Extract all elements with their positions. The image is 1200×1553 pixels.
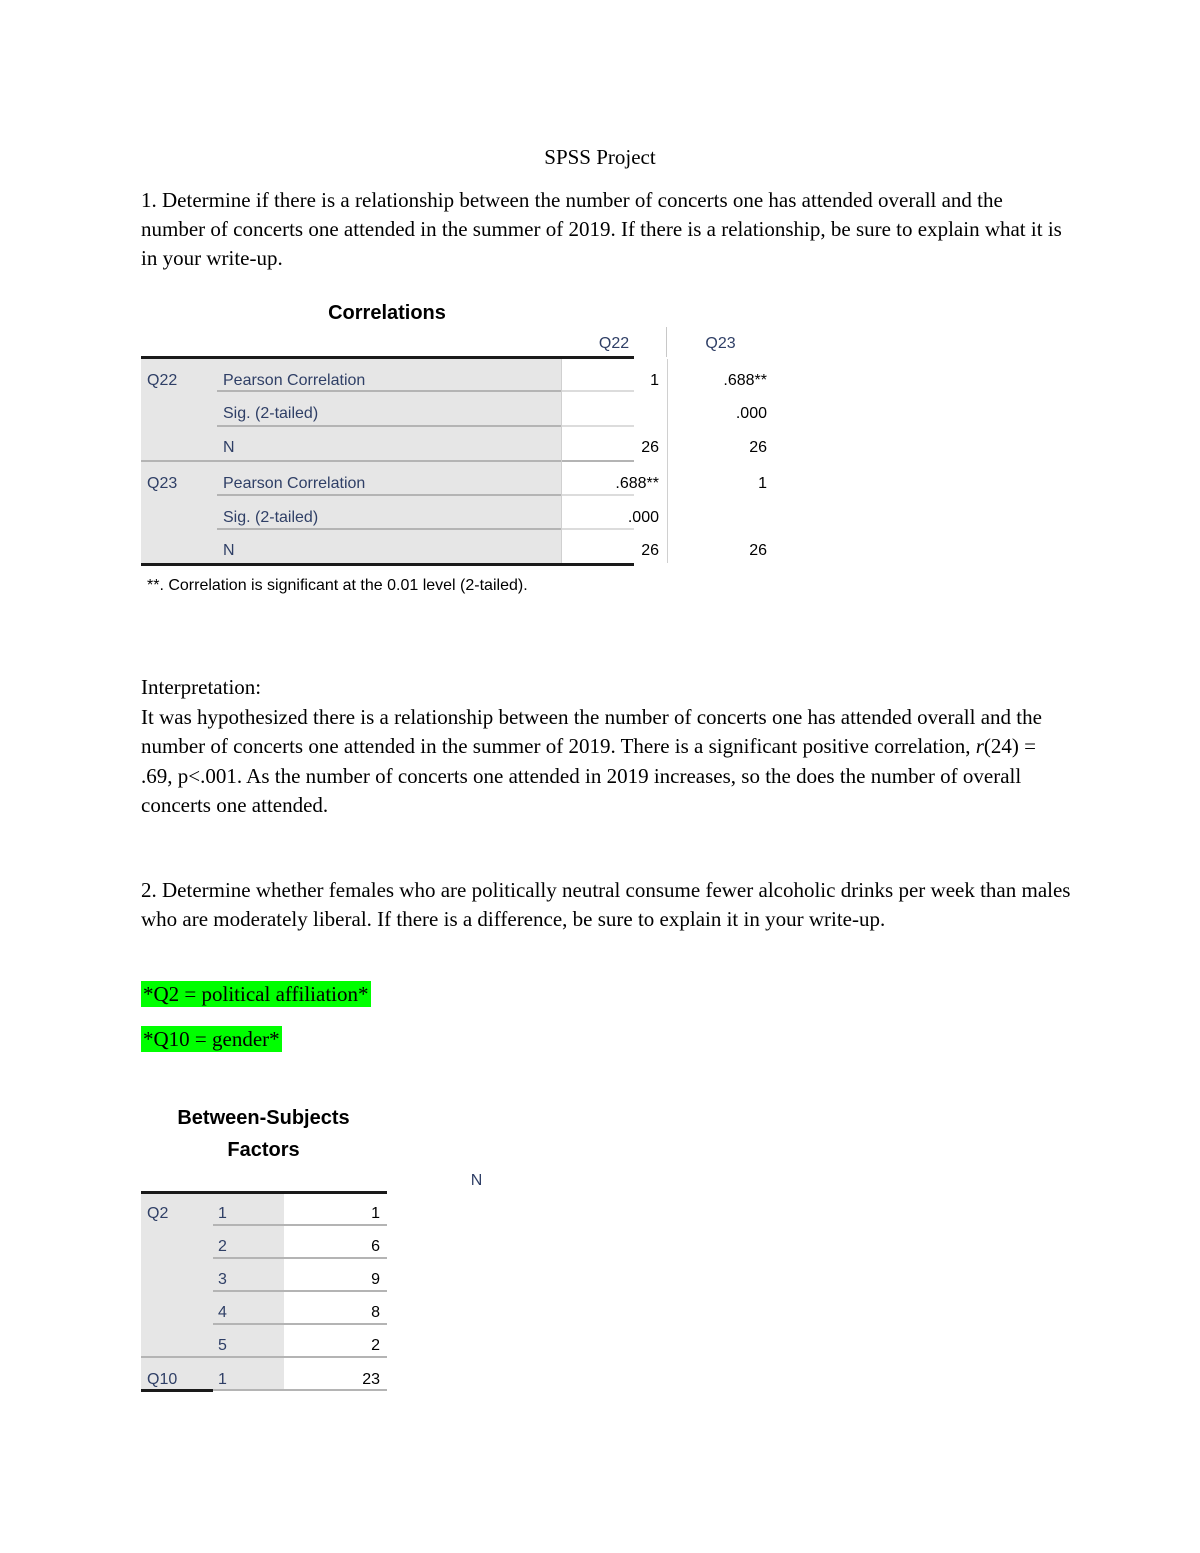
col-header-q23: Q23 (705, 335, 736, 352)
n-value: 2 (371, 1337, 380, 1354)
cell-value: 26 (641, 542, 659, 559)
between-subjects-title-line2: Factors (227, 1139, 300, 1161)
question-2-text: 2. Determine whether females who are politically neutral consume fewer alcoholic drinks per week than males who are moderately liberal. If there is a difference, be sure to explain it in your write-up. (141, 878, 1071, 931)
cell-value: 1 (650, 372, 659, 389)
level-label: 5 (218, 1337, 227, 1354)
n-value: 6 (371, 1238, 380, 1255)
label-divider (561, 359, 562, 563)
highlight-note-q10 (141, 1025, 282, 1054)
between-subjects-table (141, 1167, 483, 1395)
stat-label: Pearson Correlation (223, 475, 366, 492)
level-label: 1 (218, 1371, 227, 1388)
n-value: 23 (362, 1371, 380, 1388)
between-subjects-title-line1: Between-Subjects (177, 1107, 350, 1129)
bottom-rule-left (141, 1389, 213, 1392)
question-1-text: 1. Determine if there is a relationship between the number of concerts one has attended overall and the number of concerts one attended in the summer of 2019. If there is a relationship, be sure to explain what it is in your write-up. (141, 188, 1062, 270)
cell-value (667, 501, 774, 535)
level-label: 4 (218, 1304, 227, 1321)
row-rule (561, 494, 634, 496)
level-label: 2 (218, 1238, 227, 1255)
level-label: 1 (218, 1205, 227, 1222)
row-rule (213, 1257, 387, 1259)
interpretation-text-post: (24) = .69, p<.001. As the number of concerts one attended in 2019 increases, so the does the number of overall concerts one attended. (141, 734, 1036, 817)
row-rule (561, 425, 634, 427)
col-header-n: N (470, 1172, 483, 1189)
n-value: 8 (371, 1304, 380, 1321)
correlations-table-title: Correlations (328, 302, 446, 324)
stat-label: Pearson Correlation (223, 372, 366, 389)
row-rule (217, 425, 561, 427)
stat-label: N (223, 542, 235, 559)
cell-value: 1 (758, 475, 767, 492)
cell-value: 26 (749, 542, 767, 559)
cell-value: 26 (641, 439, 659, 456)
level-label: 3 (218, 1271, 227, 1288)
interpretation-r-symbol: r (975, 734, 984, 758)
row-var-q22: Q22 (147, 372, 178, 389)
row-rule (213, 1224, 387, 1226)
correlations-table (141, 327, 767, 567)
row-var-q2: Q2 (147, 1205, 169, 1222)
cell-value: .000 (627, 509, 659, 526)
row-rule (217, 390, 561, 392)
interpretation-heading: Interpretation: (141, 675, 262, 699)
group-rule (141, 1356, 387, 1358)
row-var-q23: Q23 (147, 475, 178, 492)
col-header-q22: Q22 (598, 335, 630, 352)
correlations-footnote: **. Correlation is significant at the 0.01 level (2-tailed). (147, 577, 528, 594)
interpretation-text (141, 703, 1071, 821)
cell-value: 26 (749, 439, 767, 456)
cell-value: .688** (615, 475, 659, 492)
between-subjects-title (141, 1102, 386, 1166)
interpretation-text-pre: It was hypothesized there is a relationship between the number of concerts one has attended overall and the number of concerts one attended in the summer of 2019. There is a significant positive correlation, (141, 704, 1042, 758)
document-title: SPSS Project (544, 145, 656, 169)
row-var-q10: Q10 (147, 1371, 178, 1388)
n-value: 1 (371, 1205, 380, 1222)
row-rule (561, 390, 634, 392)
stat-label: N (223, 439, 235, 456)
interpretation-block (141, 673, 1071, 821)
stat-label: Sig. (2-tailed) (223, 509, 319, 526)
cell-value: .000 (735, 405, 767, 422)
bottom-rule-right (213, 1389, 387, 1391)
value-divider (667, 359, 668, 563)
stat-label: Sig. (2-tailed) (223, 405, 319, 422)
cell-value (667, 364, 774, 398)
row-rule (213, 1290, 387, 1292)
bottom-rule (141, 563, 634, 566)
row-rule (217, 494, 561, 496)
highlight-q10-text: *Q10 = gender* (143, 1027, 280, 1051)
highlight-q2-text: *Q2 = political affiliation* (143, 982, 369, 1006)
row-rule (217, 528, 561, 530)
row-rule (213, 1323, 387, 1325)
cell-value-text: .688** (723, 372, 767, 389)
row-rule (561, 528, 634, 530)
highlight-note-q2 (141, 980, 371, 1009)
n-value: 9 (371, 1271, 380, 1288)
